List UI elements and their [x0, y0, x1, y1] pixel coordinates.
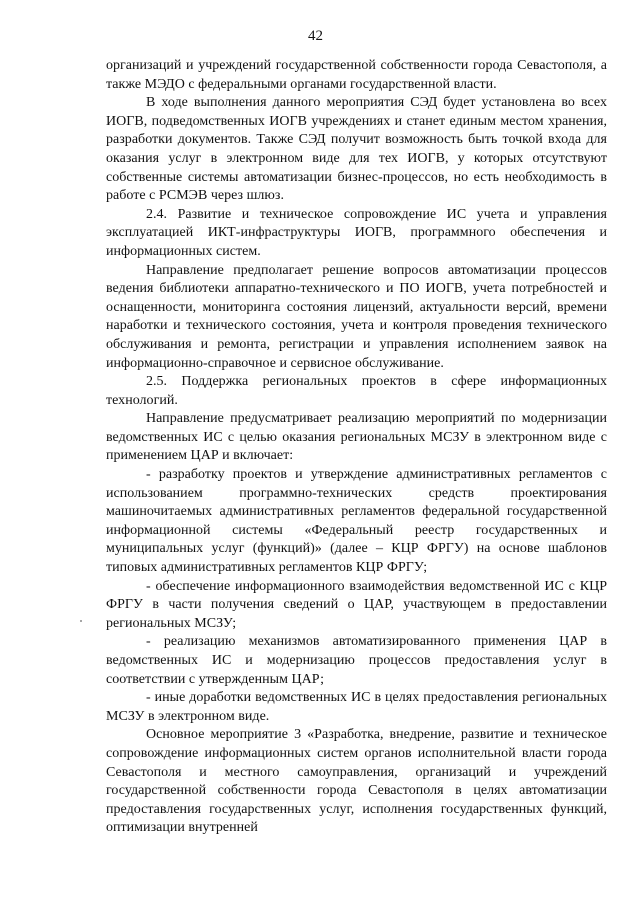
- paragraph-direction-modernization: Направление предусматривает реализацию мероприятий по модернизации ведомственных ИС с целью оказания региональных МСЗУ в электронном виде с применением ЦАР и включает:: [106, 411, 607, 464]
- list-item-regulations: - разработку проектов и утверждение административных регламентов с использованием программно-технических средств проектирования машиночитаемых административных регламентов федеральной государственной информационной системы «Федеральный реестр государственных и муниципальных услуг (функций)» (далее – КЦР ФРГУ) на основе шаблонов типовых административных регламентов КЦР ФРГУ;: [106, 467, 607, 576]
- page-number: 42: [308, 28, 323, 44]
- list-item-mechanisms: - реализацию механизмов автоматизированного применения ЦАР в ведомственных ИС и модернизацию процессов предоставления услуг в соответствии с утвержденным ЦАР;: [106, 634, 607, 687]
- paragraph-main-activity-3: Основное мероприятие 3 «Разработка, внедрение, развитие и техническое сопровождение информационных систем органов исполнительной власти города Севастополя и местного самоуправления, организаций и учреждений государственной собственности города Севастополя в целях автоматизации предоставления государственных услуг, исполнения государственных функций, оптимизации внутренней: [106, 727, 607, 836]
- scan-artifact: [80, 620, 82, 622]
- paragraph-section-2-5-heading: 2.5. Поддержка региональных проектов в сфере информационных технологий.: [106, 374, 607, 408]
- list-item-other-improvements: - иные доработки ведомственных ИС в целях предоставления региональных МСЗУ в электронном виде.: [106, 690, 607, 724]
- paragraph-section-2-4-heading: 2.4. Развитие и техническое сопровождение ИС учета и управления эксплуатацией ИКТ-инфраструктуры ИОГВ, программного обеспечения и информационных систем.: [106, 206, 607, 259]
- paragraph-direction-automation: Направление предполагает решение вопросов автоматизации процессов ведения библиотеки аппаратно-технического и ПО ИОГВ, учета потребностей и оснащенности, мониторинга состояния лицензий, актуальности версий, времени наработки и технического состояния, учета и контроля проведения технического обслуживания и ремонта, регистрации и управления исполнением заявок на информационно-справочное и сервисное обслуживание.: [106, 262, 607, 371]
- list-item-interaction: - обеспечение информационного взаимодействия ведомственной ИС с КЦР ФРГУ в части получения сведений о ЦАР, участвующем в предоставлении региональных МСЗУ;: [106, 578, 607, 631]
- document-body: [106, 57, 607, 838]
- paragraph-continuation: организаций и учреждений государственной собственности города Севастополя, а также МЭДО с федеральными органами государственной власти.: [106, 58, 607, 92]
- paragraph-sed-installation: В ходе выполнения данного мероприятия СЭД будет установлена во всех ИОГВ, подведомственных ИОГВ учреждениях и станет единым местом хранения, разработки документов. Также СЭД получит возможность быть точкой входа для оказания услуг в электронном виде для тех ИОГВ, у которых отсутствуют собственные системы автоматизации бизнес-процессов, но есть необходимость в работе с РСМЭВ через шлюз.: [106, 95, 607, 204]
